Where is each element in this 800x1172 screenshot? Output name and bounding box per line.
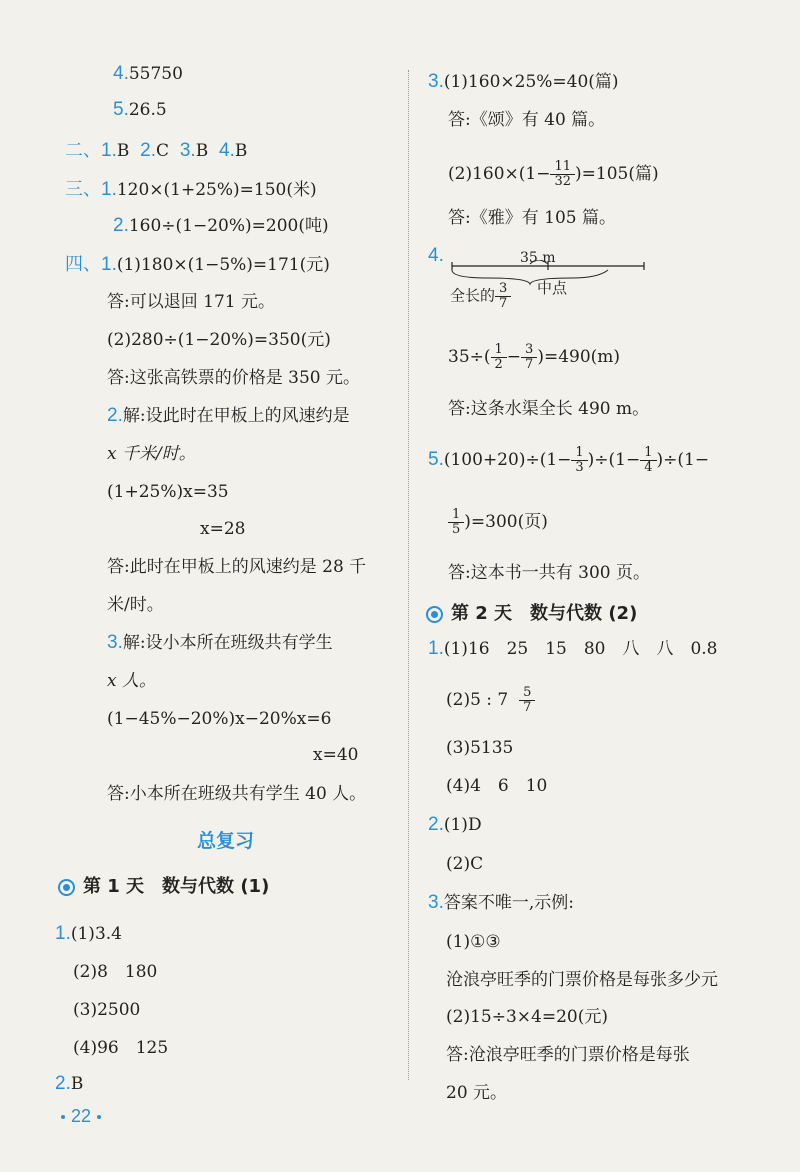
bullet-circle-icon xyxy=(58,879,75,896)
section-4-answer-1: 四、1.(1)180×(1−5%)=171(元) xyxy=(65,254,330,275)
answer-4-label: 4. xyxy=(428,245,444,266)
section-3-answer-2: 2.160÷(1−20%)=200(吨) xyxy=(113,215,329,236)
answer-5: 5.26.5 xyxy=(113,99,167,120)
text-line: 答:《颂》有 40 篇。 xyxy=(448,110,606,130)
answer-5: 5.(100+20)÷(1− $\frac{1}{3}$ )÷(1− $\frac{1}{4}$ )÷(1− xyxy=(428,445,710,475)
column-divider xyxy=(408,70,409,1080)
equation-line: (1+25%)x=35 xyxy=(107,482,229,502)
section-2-answers: 二、1.B 2.C 3.B 4.B xyxy=(65,140,248,161)
text-line: 答:这张高铁票的价格是 350 元。 xyxy=(107,368,360,388)
answer-3: 3.(1)160×25%=40(篇) xyxy=(428,71,619,92)
text-line: (3)2500 xyxy=(73,1000,141,1020)
text-line: 答:《雅》有 105 篇。 xyxy=(448,208,616,228)
text-line: x 千米/时。 xyxy=(107,444,196,464)
text-line: (1)①③ xyxy=(446,932,501,952)
text-line: 沧浪亭旺季的门票价格是每张多少元 xyxy=(446,970,718,990)
equation-line: 35÷( $\frac{1}{2}$ − $\frac{3}{7}$ )=490(m) xyxy=(448,342,621,372)
section-4-answer-2: 2.解:设此时在甲板上的风速约是 xyxy=(107,405,350,426)
text-line: (4)4 6 10 xyxy=(446,776,548,796)
section-3-answer-1: 三、1.120×(1+25%)=150(米) xyxy=(65,179,317,200)
text-line: (2)C xyxy=(446,854,484,874)
day-2-heading: 第 2 天 数与代数 (2) xyxy=(426,599,637,625)
diagram-midpoint-label: 中点 xyxy=(537,279,568,297)
text-line: (3)5135 xyxy=(446,738,514,758)
text-line: (2)8 180 xyxy=(73,962,158,982)
equation-line: (1−45%−20%)x−20%x=6 xyxy=(107,709,332,729)
equation-line: x=40 xyxy=(313,745,359,765)
day2-answer-2: 2.(1)D xyxy=(428,814,482,835)
text-line: 答:可以退回 171 元。 xyxy=(107,292,275,312)
page-number: 22 xyxy=(55,1106,107,1127)
day2-answer-1: 1.(1)16 25 15 80 八 八 0.8 xyxy=(428,638,718,659)
section-title: 总复习 xyxy=(197,830,255,852)
equation-line: x=28 xyxy=(200,519,246,539)
ratio-line: (2)5 : 7 $\frac{5}{7}$ xyxy=(446,686,535,715)
day2-answer-3: 3.答案不唯一,示例: xyxy=(428,892,574,913)
text-line: 答:这本书一共有 300 页。 xyxy=(448,563,650,583)
text-line: (4)96 125 xyxy=(73,1038,169,1058)
equation-line: $\frac{1}{5}$ )=300(页) xyxy=(448,508,548,537)
equation-line: (2)160×(1− $\frac{11}{32}$ )=105(篇) xyxy=(448,159,659,189)
day-1-heading: 第 1 天 数与代数 (1) xyxy=(58,872,269,898)
section-4-answer-3: 3.解:设小本所在班级共有学生 xyxy=(107,632,333,653)
answer-4: 4.55750 xyxy=(113,63,183,84)
text-line: (2)280÷(1−20%)=350(元) xyxy=(107,330,331,350)
text-line: 答:这条水渠全长 490 m。 xyxy=(448,399,650,419)
text-line: (2)15÷3×4=20(元) xyxy=(446,1007,608,1027)
text-line: 答:沧浪亭旺季的门票价格是每张 xyxy=(446,1045,690,1065)
bullet-circle-icon xyxy=(426,606,443,623)
text-line: 答:小本所在班级共有学生 40 人。 xyxy=(107,784,367,804)
text-line: 答:此时在甲板上的风速约是 28 千 xyxy=(107,557,367,577)
text-line: 米/时。 xyxy=(107,595,164,615)
diagram-fraction-label: 全长的 $\frac{3}{7}$ xyxy=(450,282,511,311)
text-line: x 人。 xyxy=(107,671,156,691)
day1-answer-1: 1.(1)3.4 xyxy=(55,923,122,944)
diagram-length-label: 35 m xyxy=(520,250,556,266)
text-line: 20 元。 xyxy=(446,1083,508,1103)
day1-answer-2: 2.B xyxy=(55,1073,84,1094)
